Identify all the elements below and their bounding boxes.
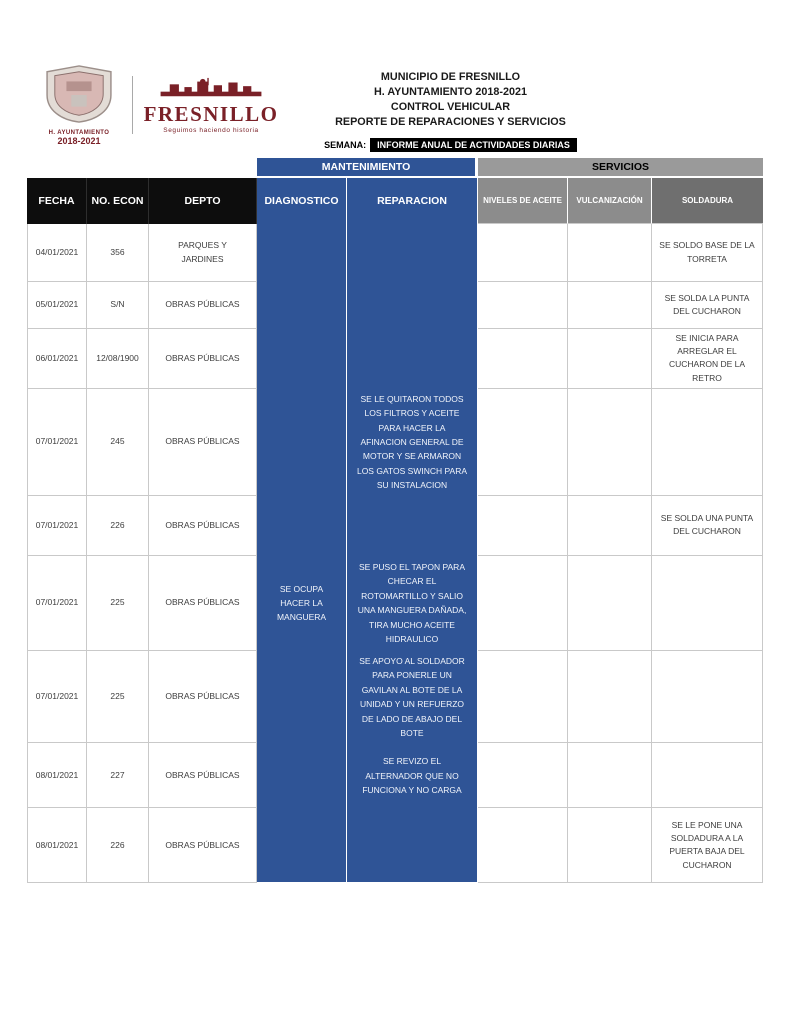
cell-reparacion: SE APOYO AL SOLDADOR PARA PONERLE UN GAVILAN AL BOTE DE LA UNIDAD Y UN REFUERZO DE LADO DE ABAJO DEL BOTE [347,651,478,744]
cell-soldadura: SE LE PONE UNA SOLDADURA A LA PUERTA BAJA DEL CUCHARON [652,808,763,883]
cell-no-econ: 226 [87,808,149,883]
cell-diagnostico [257,808,347,883]
cell-vulcanizacion [568,282,652,329]
group-header-empty [27,158,257,178]
col-header-soldadura: SOLDADURA [652,178,763,224]
cell-fecha: 04/01/2021 [27,224,87,282]
cell-depto: OBRAS PÚBLICAS [149,743,257,808]
cell-fecha: 07/01/2021 [27,389,87,496]
group-header-row [27,158,763,178]
table-row [27,743,763,808]
column-header-row [27,178,763,224]
cell-no-econ: 226 [87,496,149,556]
cell-no-econ: 225 [87,651,149,744]
cell-vulcanizacion [568,389,652,496]
col-header-reparacion: REPARACION [347,178,478,224]
cell-niveles-aceite [478,329,568,389]
cell-depto: OBRAS PÚBLICAS [149,556,257,651]
cell-niveles-aceite [478,808,568,883]
title-block [122,70,779,152]
table-row [27,224,763,282]
municipal-crest-logo [36,64,122,146]
semana-label: SEMANA: [324,140,367,150]
cell-diagnostico: SE OCUPA HACER LA MANGUERA [257,556,347,651]
cell-no-econ: 12/08/1900 [87,329,149,389]
col-header-fecha: FECHA [27,178,87,224]
table-row [27,808,763,883]
crest-caption: H. AYUNTAMIENTO [48,130,110,136]
cell-soldadura [652,389,763,496]
cell-diagnostico [257,224,347,282]
cell-soldadura: SE SOLDO BASE DE LA TORRETA [652,224,763,282]
page-title: MUNICIPIO DE FRESNILLO [380,71,521,83]
cell-no-econ: 227 [87,743,149,808]
cell-reparacion [347,282,478,329]
table-row [27,651,763,744]
cell-reparacion [347,224,478,282]
cell-fecha: 06/01/2021 [27,329,87,389]
table-row [27,389,763,496]
cell-reparacion [347,496,478,556]
title-line-4: REPORTE DE REPARACIONES Y SERVICIOS [335,116,566,128]
table-row [27,496,763,556]
cell-depto: OBRAS PÚBLICAS [149,329,257,389]
cell-soldadura: SE INICIA PARA ARREGLAR EL CUCHARON DE LA RETRO [652,329,763,389]
cell-fecha: 07/01/2021 [27,496,87,556]
group-header-mantenimiento: MANTENIMIENTO [257,158,478,178]
col-header-depto: DEPTO [149,178,257,224]
cell-vulcanizacion [568,651,652,744]
cell-vulcanizacion [568,808,652,883]
cell-diagnostico [257,282,347,329]
cell-diagnostico [257,743,347,808]
cell-vulcanizacion [568,743,652,808]
cell-reparacion: SE PUSO EL TAPON PARA CHECAR EL ROTOMARTILLO Y SALIO UNA MANGUERA DAÑADA, TIRA MUCHO ACEITE HIDRAULICO [347,556,478,651]
cell-vulcanizacion [568,329,652,389]
cell-soldadura: SE SOLDA UNA PUNTA DEL CUCHARON [652,496,763,556]
cell-no-econ: S/N [87,282,149,329]
col-header-vulcanizacion: VULCANIZACIÓN [568,178,652,224]
cell-no-econ: 225 [87,556,149,651]
cell-vulcanizacion [568,496,652,556]
cell-fecha: 08/01/2021 [27,808,87,883]
fresnillo-wordmark: FRESNILLO [143,101,279,126]
col-header-no-econ: NO. ECON [87,178,149,224]
cell-no-econ: 245 [87,389,149,496]
title-line-2: H. AYUNTAMIENTO 2018-2021 [373,86,527,98]
cell-depto: OBRAS PÚBLICAS [149,651,257,744]
cell-fecha: 08/01/2021 [27,743,87,808]
cell-vulcanizacion [568,224,652,282]
table-row [27,282,763,329]
cell-niveles-aceite [478,496,568,556]
cell-reparacion [347,808,478,883]
fresnillo-tagline: Seguimos haciendo historia [163,126,259,134]
cell-fecha: 07/01/2021 [27,651,87,744]
cell-niveles-aceite [478,282,568,329]
title-line-3: CONTROL VEHICULAR [390,101,511,113]
cell-soldadura [652,556,763,651]
cell-vulcanizacion [568,556,652,651]
cell-niveles-aceite [478,224,568,282]
cell-fecha: 07/01/2021 [27,556,87,651]
crest-years: 2018-2021 [57,136,101,146]
cell-no-econ: 356 [87,224,149,282]
cell-depto: OBRAS PÚBLICAS [149,808,257,883]
cell-soldadura: SE SOLDA LA PUNTA DEL CUCHARON [652,282,763,329]
cell-soldadura [652,743,763,808]
cell-depto: OBRAS PÚBLICAS [149,389,257,496]
cell-diagnostico [257,496,347,556]
cell-niveles-aceite [478,651,568,744]
cell-fecha: 05/01/2021 [27,282,87,329]
cell-depto: PARQUES Y JARDINES [149,224,257,282]
semana-row [122,138,779,152]
crest-shield-icon [42,64,116,124]
semana-value: INFORME ANUAL DE ACTIVIDADES DIARIAS [370,138,577,152]
table-row [27,556,763,651]
col-header-diagnostico: DIAGNOSTICO [257,178,347,224]
cell-niveles-aceite [478,389,568,496]
cell-reparacion: SE REVIZO EL ALTERNADOR QUE NO FUNCIONA Y NO CARGA [347,743,478,808]
cell-reparacion: SE LE QUITARON TODOS LOS FILTROS Y ACEITE PARA HACER LA AFINACION GENERAL DE MOTOR Y SE ARMARON LOS GATOS SWINCH PARA SU INSTALACION [347,389,478,496]
col-header-niveles-aceite: NIVELES DE ACEITE [478,178,568,224]
cell-reparacion [347,329,478,389]
report-table [27,158,763,883]
group-header-servicios: SERVICIOS [478,158,763,178]
cell-depto: OBRAS PÚBLICAS [149,282,257,329]
cell-niveles-aceite [478,743,568,808]
cell-soldadura [652,651,763,744]
cell-diagnostico [257,329,347,389]
cell-depto: OBRAS PÚBLICAS [149,496,257,556]
cell-niveles-aceite [478,556,568,651]
cell-diagnostico [257,389,347,496]
table-row [27,329,763,389]
cell-diagnostico [257,651,347,744]
